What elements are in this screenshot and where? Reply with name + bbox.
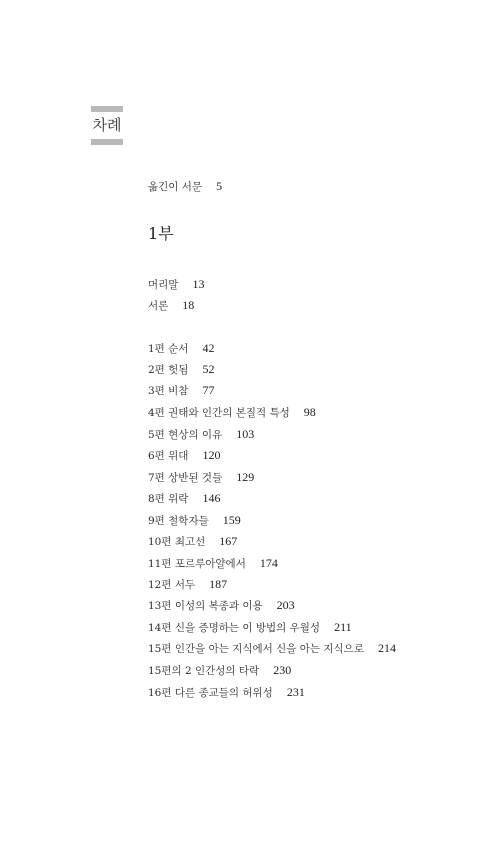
- toc-entry-label: 15편의 2 인간성의 타락: [148, 665, 260, 677]
- toc-entry-label: 10편 최고선: [148, 536, 206, 548]
- toc-entry-chapter: [148, 362, 214, 377]
- toc-entry-foreword: [148, 277, 204, 292]
- toc-entry-label: 8편 위락: [148, 493, 189, 505]
- toc-entry-chapter: [148, 405, 316, 420]
- toc-entry-label: 12편 서두: [148, 579, 196, 591]
- toc-entry-label: 옮긴이 서문: [148, 181, 203, 193]
- toc-entry-label: 서론: [148, 300, 169, 312]
- toc-entry-chapter: [148, 341, 214, 356]
- toc-entry-label: 6편 위대: [148, 450, 189, 462]
- toc-entry-chapter: [148, 383, 214, 398]
- toc-entry-introduction: [148, 298, 194, 313]
- toc-entry-chapter: [148, 577, 227, 592]
- part-title: 1부: [148, 224, 174, 243]
- toc-entry-page: 42: [202, 341, 215, 355]
- toc-entry-page: 129: [236, 470, 255, 484]
- toc-entry-label: 13편 이성의 복종과 이용: [148, 600, 263, 612]
- toc-entry-chapter: [148, 513, 241, 528]
- toc-entry-label: 1편 순서: [148, 343, 189, 355]
- toc-entry-page: 120: [202, 448, 221, 462]
- toc-heading-block: [91, 106, 123, 145]
- toc-entry-label: 14편 신을 증명하는 이 방법의 우월성: [148, 622, 321, 634]
- toc-heading: 차례: [92, 116, 122, 134]
- toc-entry-page: 174: [259, 556, 278, 570]
- toc-entry-label: 2편 헛됨: [148, 364, 189, 376]
- toc-entry-chapter: [148, 663, 291, 678]
- toc-entry-page: 159: [222, 513, 241, 527]
- toc-entry-chapter: [148, 556, 278, 571]
- toc-entry-chapter: [148, 534, 237, 549]
- toc-entry-page: 187: [209, 577, 228, 591]
- toc-entry-chapter: [148, 427, 254, 442]
- toc-entry-page: 5: [216, 179, 223, 193]
- toc-entry-label: 15편 인간을 아는 지식에서 신을 아는 지식으로: [148, 643, 364, 655]
- toc-entry-page: 231: [286, 685, 305, 699]
- toc-entry-page: 214: [377, 641, 396, 655]
- toc-entry-label: 16편 다른 종교들의 허위성: [148, 687, 273, 699]
- toc-entry-page: 18: [182, 298, 195, 312]
- toc-entry-chapter: [148, 470, 254, 485]
- toc-entry-page: 98: [303, 405, 316, 419]
- toc-entry-page: 230: [273, 663, 292, 677]
- toc-entry-page: 203: [276, 598, 295, 612]
- toc-entry-chapter: [148, 641, 396, 656]
- toc-entry-page: 167: [219, 534, 238, 548]
- toc-entry-label: 5편 현상의 이유: [148, 429, 223, 441]
- toc-entry-page: 211: [334, 620, 352, 634]
- toc-entry-chapter: [148, 448, 220, 463]
- heading-bottom-bar: [91, 139, 123, 145]
- toc-entry-chapter: [148, 620, 352, 635]
- toc-entry-label: 9편 철학자들: [148, 515, 209, 527]
- toc-entry-label: 머리말: [148, 279, 179, 291]
- toc-entry-page: 146: [202, 491, 221, 505]
- toc-entry-label: 11편 포르루아얄에서: [148, 558, 246, 570]
- toc-entry-page: 13: [192, 277, 205, 291]
- toc-entry-page: 52: [202, 362, 215, 376]
- toc-entry-chapter: [148, 685, 305, 700]
- toc-entry-page: 77: [202, 383, 215, 397]
- toc-entry-page: 103: [236, 427, 255, 441]
- toc-entry-chapter: [148, 598, 295, 613]
- toc-entry-label: 7편 상반된 것들: [148, 472, 223, 484]
- toc-entry-label: 4편 권태와 인간의 본질적 특성: [148, 407, 290, 419]
- toc-entry-translator-preface: [148, 179, 222, 194]
- toc-entry-label: 3편 비참: [148, 385, 189, 397]
- toc-entry-chapter: [148, 491, 220, 506]
